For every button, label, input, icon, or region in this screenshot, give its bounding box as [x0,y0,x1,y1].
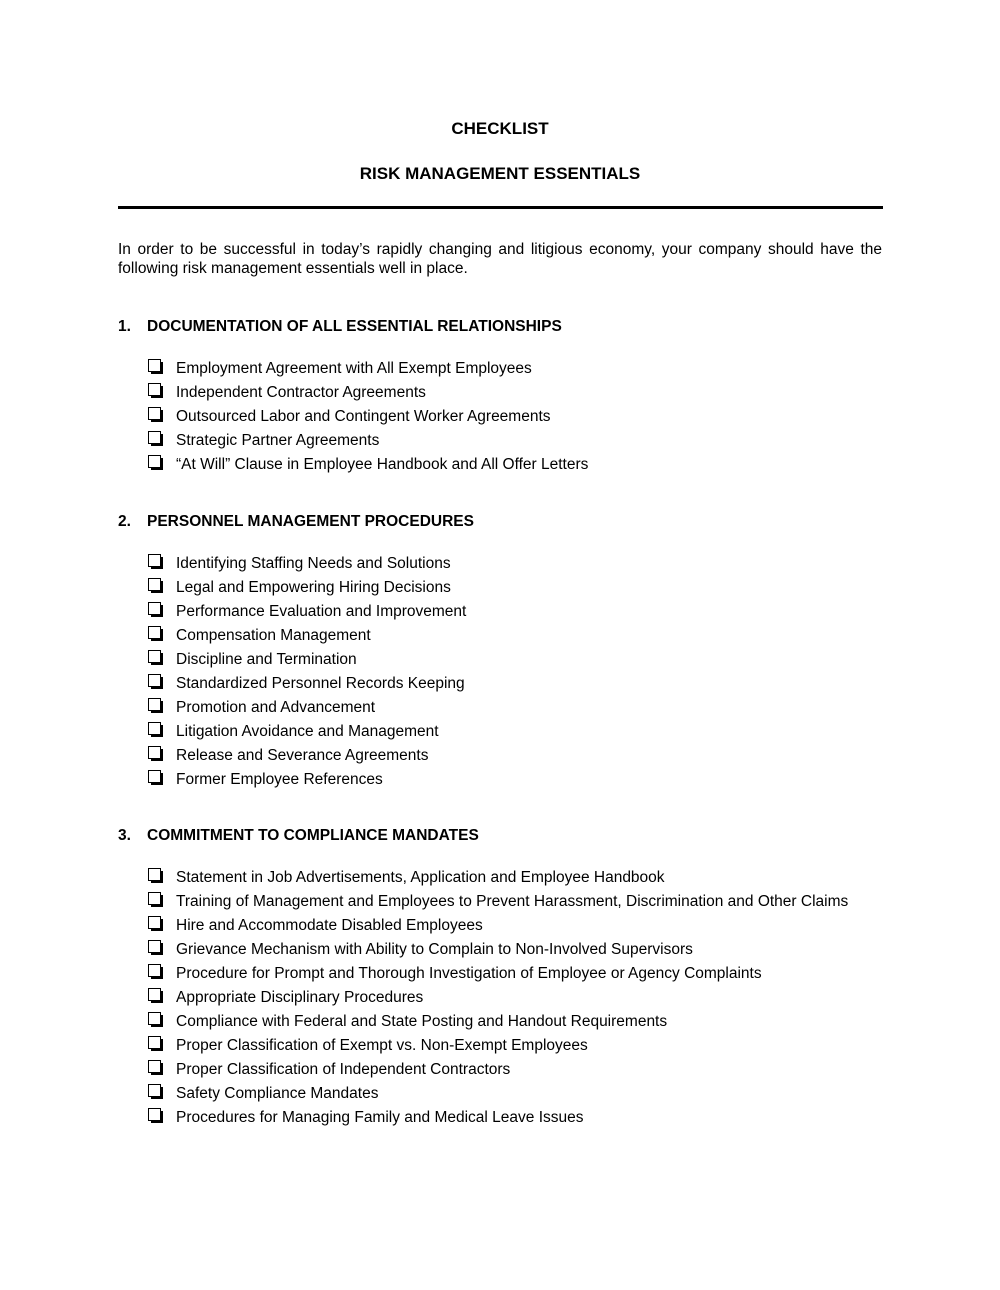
section-title: PERSONNEL MANAGEMENT PROCEDURES [147,513,474,530]
document-subtitle: RISK MANAGEMENT ESSENTIALS [359,164,641,183]
checklist-item [148,722,882,746]
checkbox-icon[interactable] [148,1060,163,1075]
checkbox-icon[interactable] [148,431,163,446]
checklist-item-label: Employment Agreement with All Exempt Employees [176,360,532,377]
checklist-item [148,1012,882,1036]
section-personnel-management [118,512,882,788]
checklist-item [148,1036,882,1060]
section-heading [118,512,882,531]
checkbox-icon[interactable] [148,1036,163,1051]
checklist-item-label: Procedures for Managing Family and Medical Leave Issues [176,1109,584,1126]
section-number: 1. [118,318,131,335]
checkbox-icon[interactable] [148,1012,163,1027]
checklist-item-label: “At Will” Clause in Employee Handbook and All Offer Letters [176,456,589,473]
checklist-item [148,383,882,407]
checklist [148,359,882,479]
checklist-item [148,626,882,650]
section-number: 3. [118,827,131,844]
checklist-item-label: Compliance with Federal and State Posting and Handout Requirements [176,1013,668,1030]
checklist-item [148,988,882,1012]
checklist-item-label: Grievance Mechanism with Ability to Complain to Non-Involved Supervisors [176,941,693,958]
checkbox-icon[interactable] [148,578,163,593]
checkbox-icon[interactable] [148,698,163,713]
checklist-item-label: Former Employee References [176,771,383,788]
checklist-item-label: Standardized Personnel Records Keeping [176,675,465,692]
checklist-item [148,359,882,383]
checklist-item [148,650,882,674]
checklist-item-label: Appropriate Disciplinary Procedures [176,989,424,1006]
checkbox-icon[interactable] [148,407,163,422]
checklist-item [148,964,882,988]
checklist-item-label: Independent Contractor Agreements [176,384,426,401]
checklist-item-label: Safety Compliance Mandates [176,1085,379,1102]
checkbox-icon[interactable] [148,868,163,883]
section-compliance-mandates [118,826,882,1126]
checklist-item-label: Strategic Partner Agreements [176,432,380,449]
checklist-item-label: Legal and Empowering Hiring Decisions [176,579,451,596]
section-title: COMMITMENT TO COMPLIANCE MANDATES [147,827,479,844]
checklist-item [148,940,882,964]
checklist-item [148,1108,882,1132]
checklist-item [148,868,882,892]
checklist-item-label: Discipline and Termination [176,651,357,668]
checklist-item [148,407,882,431]
checklist-item-label: Training of Management and Employees to Prevent Harassment, Discrimination and Other Claims [176,893,849,910]
checklist-item-label: Hire and Accommodate Disabled Employees [176,917,483,934]
section-documentation [118,317,882,473]
checkbox-icon[interactable] [148,988,163,1003]
checkbox-icon[interactable] [148,383,163,398]
checklist-item-label: Outsourced Labor and Contingent Worker Agreements [176,408,551,425]
checklist-item [148,602,882,626]
checklist-item-label: Performance Evaluation and Improvement [176,603,467,620]
checkbox-icon[interactable] [148,674,163,689]
checklist-item-label: Proper Classification of Independent Contractors [176,1061,511,1078]
checkbox-icon[interactable] [148,650,163,665]
intro-paragraph: In order to be successful in today’s rapidly changing and litigious economy, your company should have the following risk management essentials well in place. [118,241,882,277]
checkbox-icon[interactable] [148,1084,163,1099]
section-title: DOCUMENTATION OF ALL ESSENTIAL RELATIONSHIPS [147,318,562,335]
checklist-item-label: Proper Classification of Exempt vs. Non-Exempt Employees [176,1037,588,1054]
checkbox-icon[interactable] [148,916,163,931]
checklist-item [148,916,882,940]
checklist-item [148,770,882,794]
checkbox-icon[interactable] [148,554,163,569]
checklist-item-label: Compensation Management [176,627,371,644]
checklist-item [148,892,882,916]
checklist-item-label: Procedure for Prompt and Thorough Investigation of Employee or Agency Complaints [176,965,762,982]
checklist [148,868,882,1132]
checkbox-icon[interactable] [148,770,163,785]
checkbox-icon[interactable] [148,602,163,617]
checkbox-icon[interactable] [148,359,163,374]
checklist-item [148,455,882,479]
checklist-item-label: Statement in Job Advertisements, Application and Employee Handbook [176,869,665,886]
checklist-item [148,1084,882,1108]
checklist-item [148,431,882,455]
checkbox-icon[interactable] [148,455,163,470]
checklist-item [148,674,882,698]
checklist-item-label: Identifying Staffing Needs and Solutions [176,555,451,572]
checklist-item [148,746,882,770]
checkbox-icon[interactable] [148,940,163,955]
checkbox-icon[interactable] [148,1108,163,1123]
checklist-item [148,554,882,578]
checkbox-icon[interactable] [148,964,163,979]
section-heading [118,317,882,336]
checklist-item [148,698,882,722]
section-heading [118,826,882,845]
checklist-item [148,578,882,602]
checklist [148,554,882,794]
checkbox-icon[interactable] [148,892,163,907]
title-divider [118,206,883,209]
document-title: CHECKLIST [451,119,549,138]
checklist-item-label: Litigation Avoidance and Management [176,723,439,740]
checkbox-icon[interactable] [148,722,163,737]
checklist-item [148,1060,882,1084]
section-number: 2. [118,513,131,530]
checkbox-icon[interactable] [148,626,163,641]
checklist-item-label: Promotion and Advancement [176,699,376,716]
checklist-item-label: Release and Severance Agreements [176,747,429,764]
checkbox-icon[interactable] [148,746,163,761]
